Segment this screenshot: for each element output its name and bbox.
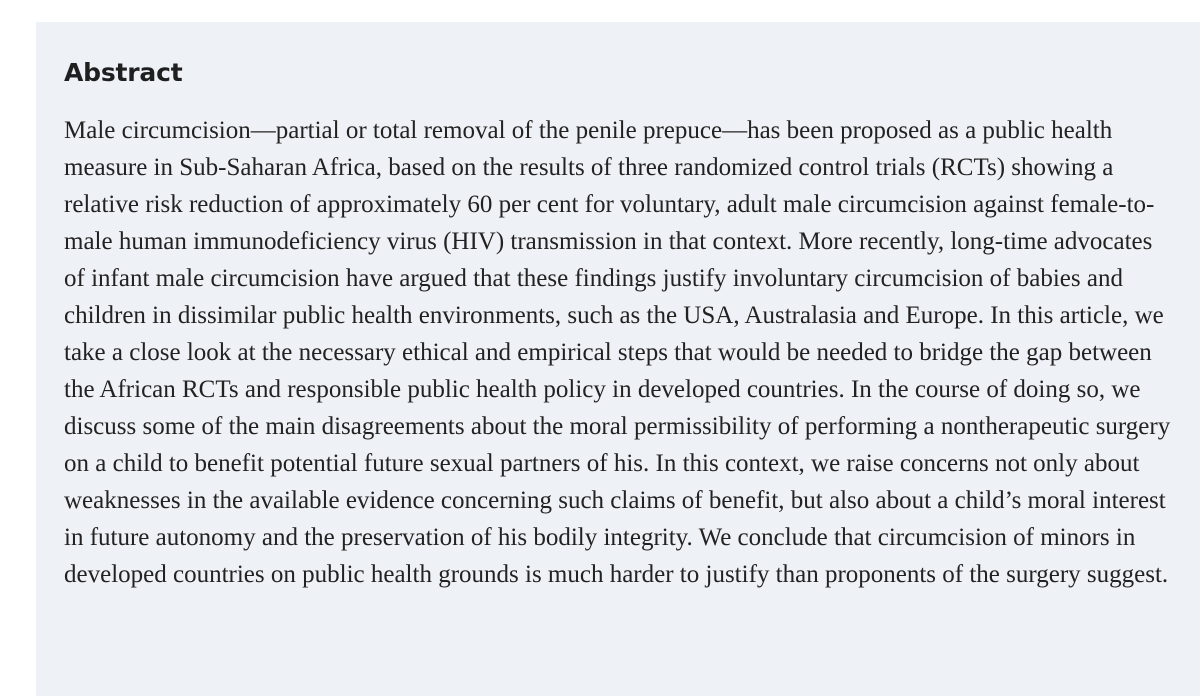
abstract-heading: Abstract	[64, 58, 183, 87]
abstract-body: Male circumcision—partial or total removal of the penile prepuce—has been proposed as a public health measure in Sub-Saharan Africa, based on the results of three randomized control trials (RCTs) showing a relative risk reduction of approximately 60 per cent for voluntary, adult male circumcision against female-to-male human immunodeficiency virus (HIV) transmission in that context. More recently, long-time advocates of infant male circumcision have argued that these findings justify involuntary circumcision of babies and children in dissimilar public health environments, such as the USA, Australasia and Europe. In this article, we take a close look at the necessary ethical and empirical steps that would be needed to bridge the gap between the African RCTs and responsible public health policy in developed countries. In the course of doing so, we discuss some of the main disagreements about the moral permissibility of performing a nontherapeutic surgery on a child to benefit potential future sexual partners of his. In this context, we raise concerns not only about weaknesses in the available evidence concerning such claims of benefit, but also about a child’s moral interest in future autonomy and the preservation of his bodily integrity. We conclude that circumcision of minors in developed countries on public health grounds is much harder to justify than proponents of the surgery suggest.	[64, 117, 1171, 588]
abstract-panel	[36, 22, 1200, 696]
